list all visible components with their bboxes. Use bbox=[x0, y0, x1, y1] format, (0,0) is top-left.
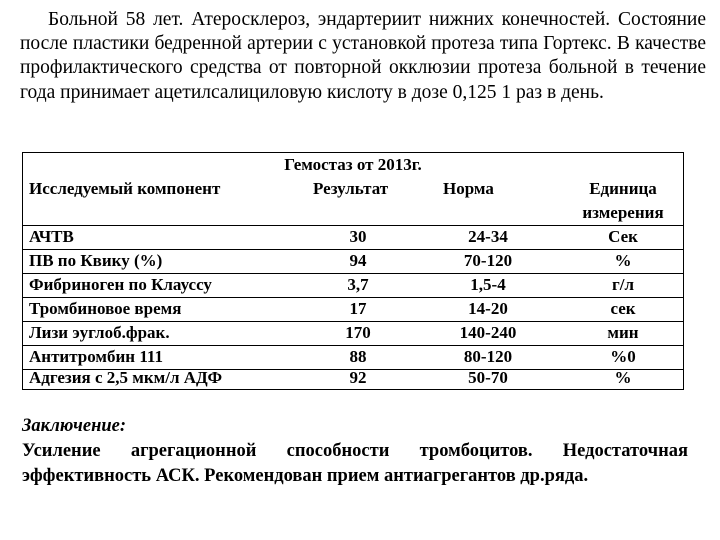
header-unit-line2: измерения bbox=[582, 203, 664, 222]
table-row bbox=[23, 366, 683, 390]
case-description: Больной 58 лет. Атеросклероз, эндартериит нижних конечностей. Состояние после пластики бедренной артерии с установкой протеза типа Гортекс. В качестве профилактического средства от повторной окклюзии протеза больной в течение года принимает ацетилсалициловую кислоту в дозе 0,125 1 раз в день. bbox=[20, 9, 706, 103]
table-row bbox=[23, 273, 683, 297]
component-name: Тромбиновое время bbox=[29, 299, 182, 318]
table-row bbox=[23, 297, 683, 321]
header-result: Результат bbox=[313, 179, 389, 198]
unit-value: % bbox=[614, 368, 632, 387]
result-value: 94 bbox=[349, 251, 367, 270]
table-row bbox=[23, 249, 683, 273]
hemostasis-table bbox=[22, 152, 684, 390]
unit-value: Сек bbox=[608, 227, 638, 246]
conclusion-text: Усиление агрегационной способности тромбоцитов. Недостаточная эффективность АСК. Рекомендован прием антиагрегантов др.ряда. bbox=[22, 441, 688, 486]
result-value: 17 bbox=[349, 299, 367, 318]
result-value: 88 bbox=[349, 347, 367, 366]
norm-value: 1,5-4 bbox=[470, 275, 506, 294]
norm-value: 80-120 bbox=[463, 347, 513, 366]
norm-value: 140-240 bbox=[459, 323, 517, 342]
table-row bbox=[23, 321, 683, 345]
unit-value: % bbox=[614, 251, 632, 270]
component-name: Адгезия с 2,5 мкм/л АДФ bbox=[29, 368, 223, 387]
component-name: АЧТВ bbox=[29, 227, 74, 246]
unit-value: мин bbox=[607, 323, 639, 342]
conclusion-title: Заключение: bbox=[22, 416, 127, 436]
header-norm: Норма bbox=[443, 179, 494, 198]
unit-value: г/л bbox=[612, 275, 634, 294]
component-name: Лизи эуглоб.фрак. bbox=[29, 323, 170, 342]
norm-value: 50-70 bbox=[468, 368, 508, 387]
header-component: Исследуемый компонент bbox=[29, 179, 221, 198]
result-value: 92 bbox=[349, 368, 367, 387]
norm-value: 24-34 bbox=[468, 227, 508, 246]
result-value: 30 bbox=[349, 227, 367, 246]
table-title: Гемостаз от 2013г. bbox=[284, 155, 422, 174]
component-name: Антитромбин 111 bbox=[29, 347, 163, 366]
table-row bbox=[23, 225, 683, 249]
component-name: Фибриноген по Клауссу bbox=[29, 275, 212, 294]
component-name: ПВ по Квику (%) bbox=[29, 251, 163, 270]
result-value: 170 bbox=[345, 323, 371, 342]
unit-value: %0 bbox=[610, 347, 636, 366]
unit-value: сек bbox=[610, 299, 636, 318]
result-value: 3,7 bbox=[347, 275, 369, 294]
conclusion-block bbox=[22, 414, 688, 489]
norm-value: 70-120 bbox=[463, 251, 513, 270]
header-unit-line1: Единица bbox=[589, 179, 657, 198]
norm-value: 14-20 bbox=[468, 299, 508, 318]
